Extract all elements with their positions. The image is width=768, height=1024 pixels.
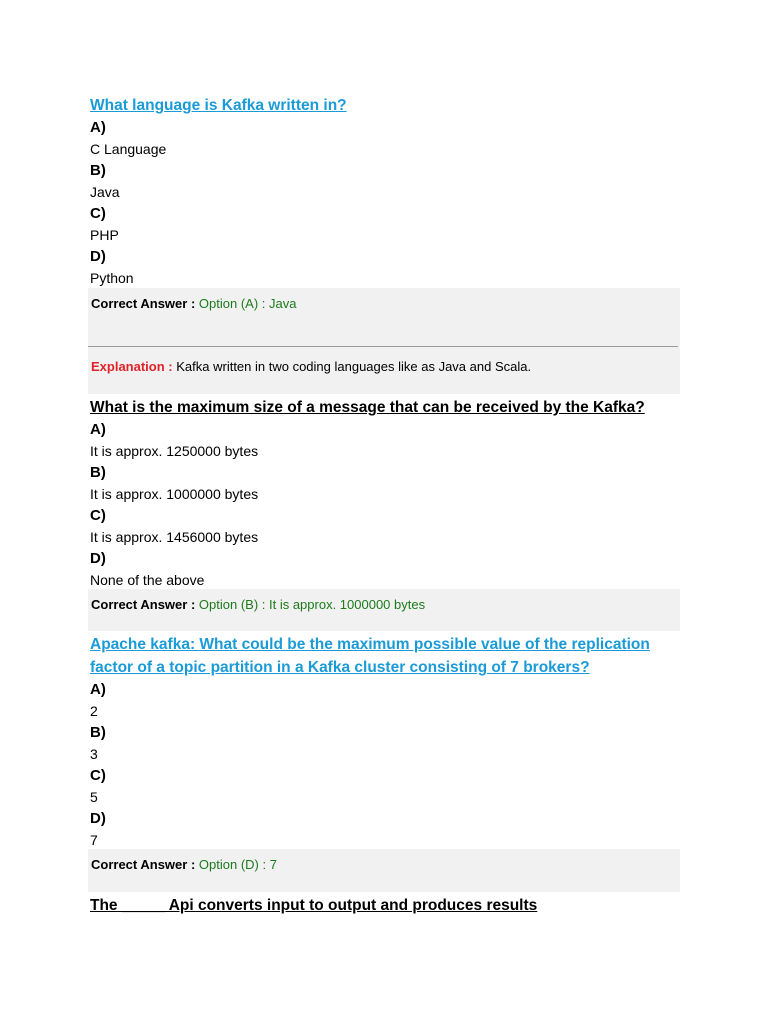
option-c-text: PHP <box>90 226 119 243</box>
option-c-label: C) <box>90 205 106 222</box>
question-2-title: What is the maximum size of a message that can be received by the Kafka? <box>90 399 645 416</box>
answer-box-1 <box>88 288 680 394</box>
option-a-text: C Language <box>90 140 167 157</box>
correct-answer-label: Correct Answer : <box>91 857 196 872</box>
option-d-text: None of the above <box>90 571 205 588</box>
option-d-label: D) <box>90 248 106 265</box>
answer-box-3 <box>88 849 680 892</box>
correct-answer-2 <box>91 597 425 613</box>
option-b-label: B) <box>90 724 106 741</box>
option-c-label: C) <box>90 507 106 524</box>
answer-box-2 <box>88 589 680 631</box>
option-d-label: D) <box>90 810 106 827</box>
option-c-label: C) <box>90 767 106 784</box>
option-a-label: A) <box>90 119 106 136</box>
option-b-text: Java <box>90 183 120 200</box>
question-4 <box>90 894 690 917</box>
option-a-text: 2 <box>90 702 98 719</box>
correct-answer-label: Correct Answer : <box>91 296 196 311</box>
option-d-label: D) <box>90 550 106 567</box>
correct-answer-label: Correct Answer : <box>91 597 196 612</box>
option-a-text: It is approx. 1250000 bytes <box>90 442 259 459</box>
correct-answer-value: Option (B) : It is approx. 1000000 bytes <box>198 597 426 612</box>
explanation-text: Kafka written in two coding languages like as Java and Scala. <box>176 359 532 374</box>
option-b-label: B) <box>90 464 106 481</box>
correct-answer-value: Option (A) : Java <box>198 296 297 311</box>
answer-divider <box>88 346 678 347</box>
question-3-title-link[interactable]: Apache kafka: What could be the maximum possible value of the replication factor of a topic partition in a Kafka cluster consisting of 7 brokers? <box>90 636 650 676</box>
option-b-text: It is approx. 1000000 bytes <box>90 485 259 502</box>
option-d-text: Python <box>90 269 134 286</box>
option-b-label: B) <box>90 162 106 179</box>
explanation-1 <box>91 359 531 375</box>
correct-answer-3 <box>91 857 277 873</box>
question-1-title-link[interactable]: What language is Kafka written in? <box>90 97 347 114</box>
correct-answer-value: Option (D) : 7 <box>198 857 277 872</box>
option-c-text: It is approx. 1456000 bytes <box>90 528 259 545</box>
question-4-title: The _____ Api converts input to output and produces results <box>90 897 538 914</box>
question-3 <box>90 633 690 851</box>
option-a-label: A) <box>90 681 106 698</box>
question-1 <box>90 94 690 289</box>
explanation-label: Explanation : <box>91 359 173 374</box>
option-b-text: 3 <box>90 745 98 762</box>
question-2 <box>90 396 690 591</box>
option-a-label: A) <box>90 421 106 438</box>
correct-answer-1 <box>91 296 296 312</box>
option-c-text: 5 <box>90 788 98 805</box>
option-d-text: 7 <box>90 831 98 848</box>
